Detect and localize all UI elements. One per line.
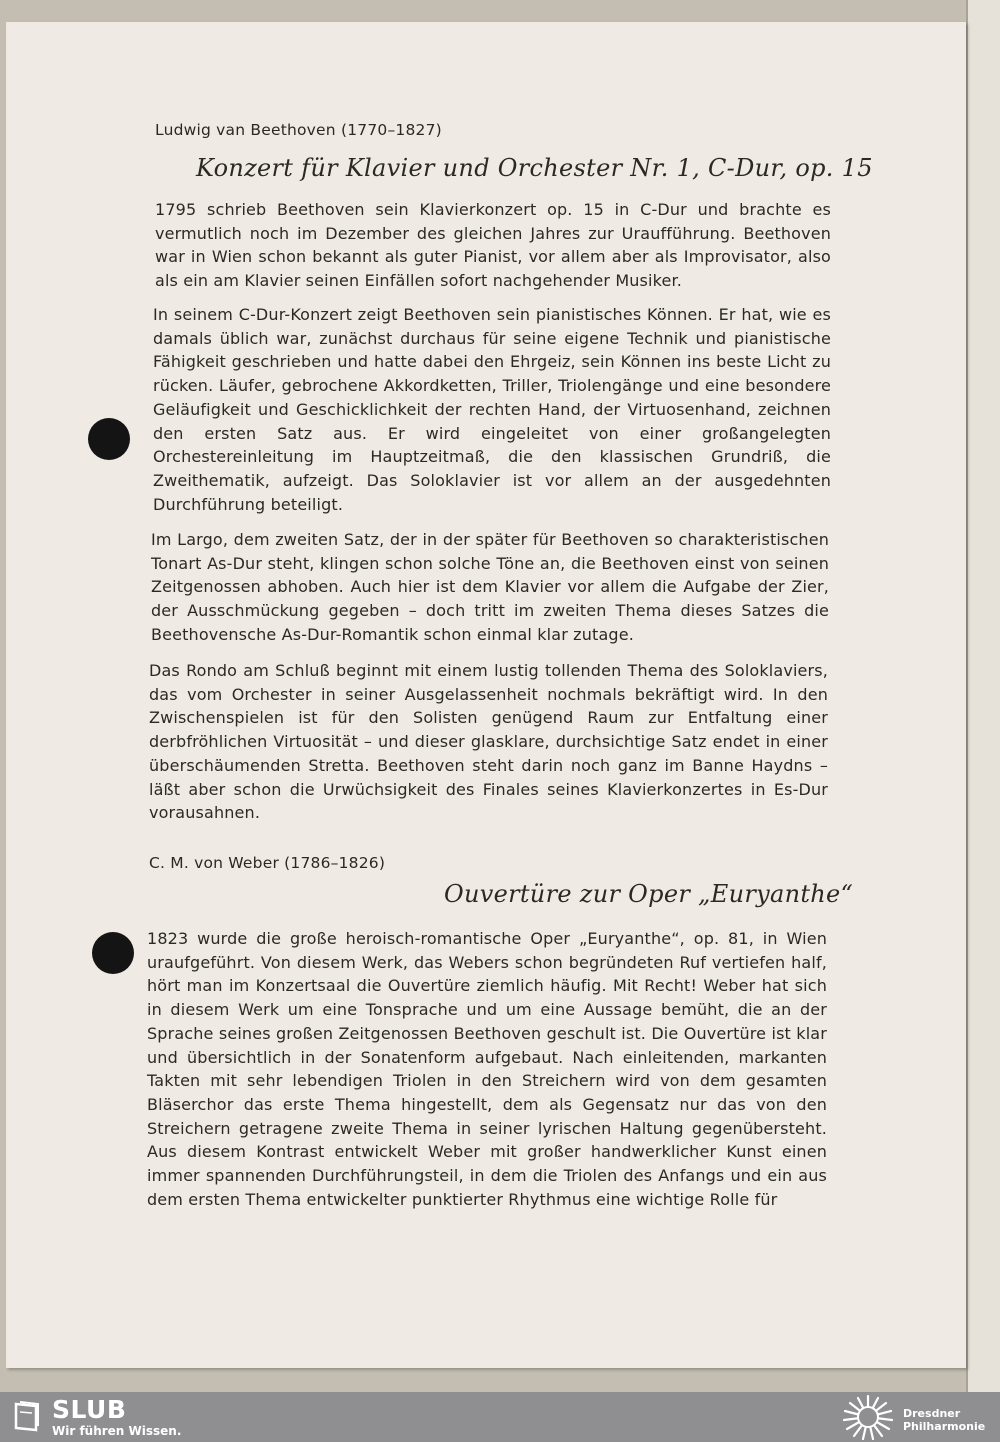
paragraph: Das Rondo am Schluß beginnt mit einem lustig tollenden Thema des Soloklaviers, das vom Orchester in seiner Ausgelassenheit nochmals bekräftigt wird. In den Zwischenspielen ist für den Solisten genügend Raum zur Entfaltung einer derbfröhlichen Virtuosität – und dieser glasklare, durchsichtige Satz endet in einer überschäumenden Stretta. Beethoven steht darin noch ganz im Banne Haydns – läßt aber schon die Urwüchsigkeit des Finales seines Klavierkonzertes in Es-Dur vorausahnen.: [149, 661, 828, 823]
work-title: Ouvertüre zur Oper „Euryanthe“: [444, 880, 854, 908]
paragraph: 1795 schrieb Beethoven sein Klavierkonzert op. 15 in C-Dur und brachte es vermutlich noch im Dezember des gleichen Jahres zur Uraufführung. Beethoven war in Wien schon bekannt als guter Pianist, vor allem aber als Improvisator, also als ein am Klavier seinen Einfällen sofort nachgehender Musiker.: [155, 200, 831, 291]
punch-hole: [92, 932, 134, 974]
partner-name: [903, 1407, 985, 1433]
punch-hole: [88, 418, 130, 460]
paragraph: 1823 wurde die große heroisch-romantische Oper „Euryanthe“, op. 81, in Wien uraufgeführt. Von diesem Werk, das Webers schon begründeten Ruf vertiefen half, hört man im Konzertsaal die Ouvertüre ziemlich häufig. Mit Recht! Weber hat sich in diesem Werk um eine Tonsprache und um eine Aussage bemüht, die an der Sprache seines großen Zeitgenossen Beethoven geschult ist. Die Ouvertüre ist klar und übersichtlich in der Sonatenform aufgebaut. Nach einleitenden, markanten Takten mit sehr lebendigen Triolen in den Streichern wird von dem gesamten Bläserchor das erste Thema hingestellt, dem als Gegensatz nur das von den Streichern getragene zweite Thema in seiner lyrischen Haltung gegenübersteht. Aus diesem Kontrast entwickelt Weber mit großer handwerklicher Kunst einen immer spannenden Durchführungsteil, in dem die Triolen des Anfangs und ein aus dem ersten Thema entwickelter punktierter Rhythmus eine wichtige Rolle für: [147, 929, 827, 1209]
page-edge-strip: [966, 0, 1000, 1392]
paragraph: In seinem C-Dur-Konzert zeigt Beethoven sein pianistisches Können. Er hat, wie es damals üblich war, zunächst durchaus für seine eigene Technik und pianistische Fähigkeit geschrieben und hatte dabei den Ehrgeiz, sein Können ins beste Licht zu rücken. Läufer, gebrochene Akkordketten, Triller, Triolengänge und eine besondere Geläufigkeit und Geschicklichkeit der rechten Hand, der Virtuosenhand, zeichnen den ersten Satz aus. Er wird eingeleitet von einer großangelegten Orchestereinleitung im Hauptzeitmaß, die den klassischen Grundriß, die Zweithematik, aufzeigt. Das Soloklavier ist vor allem an der ausgedehnten Durchführung beteiligt.: [153, 305, 831, 514]
work-title: Konzert für Klavier und Orchester Nr. 1, C-Dur, op. 15: [196, 154, 873, 182]
paragraph: Im Largo, dem zweiten Satz, der in der später für Beethoven so charakteristischen Tonart As-Dur steht, klingen schon solche Töne an, die Beethoven einst von seinen Zeitgenossen abhoben. Auch hier ist dem Klavier vor allem die Aufgabe der Zier, der Ausschmückung gegeben – doch tritt im zweiten Thema dieses Satzes die Beethovensche As-Dur-Romantik schon einmal klar zutage.: [151, 530, 829, 644]
footer-bar: [0, 1392, 1000, 1442]
partner-name-line2: Philharmonie: [903, 1420, 986, 1433]
page-edge-line: [966, 0, 968, 1392]
library-tagline: Wir führen Wissen.: [52, 1424, 182, 1438]
library-name: SLUB: [52, 1395, 127, 1424]
philharmonie-sunburst-icon: [842, 1394, 894, 1440]
composer-heading: Ludwig van Beethoven (1770–1827): [155, 121, 442, 139]
slub-book-icon: [14, 1400, 40, 1432]
composer-heading: C. M. von Weber (1786–1826): [149, 854, 386, 872]
partner-name-line1: Dresdner: [903, 1407, 961, 1420]
